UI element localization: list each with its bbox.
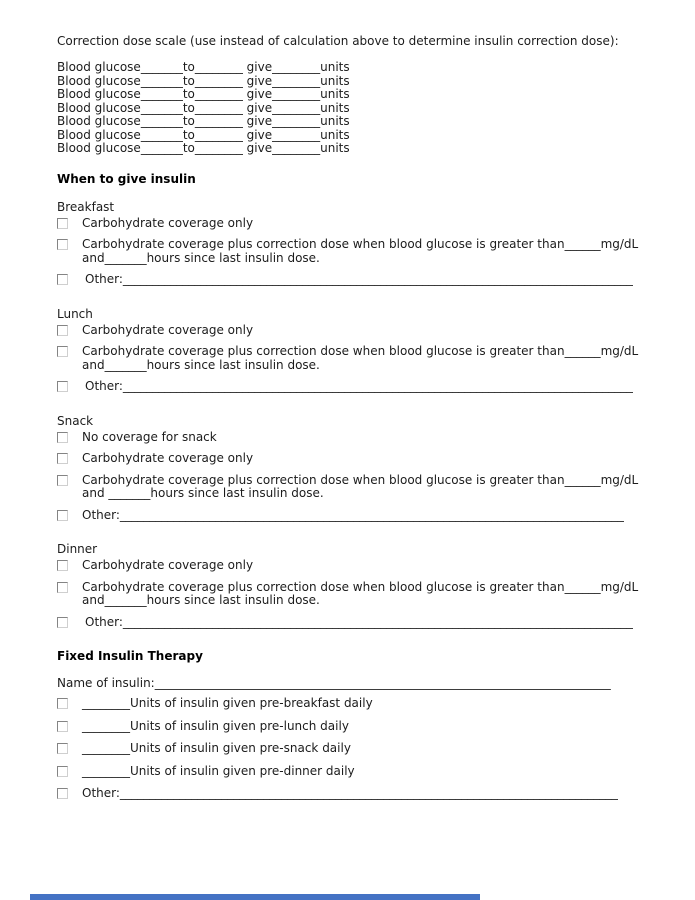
option-label-line2: and_______hours since last insulin dose.: [82, 593, 320, 607]
option-breakfast-carb-plus-correction: [57, 238, 675, 265]
checkbox-units-pre-breakfast[interactable]: [57, 698, 68, 709]
blood-glucose-scale-line: Blood glucose_______to________ give________units: [57, 87, 350, 101]
option-label: Other:____________________________________________________________________________________: [82, 507, 624, 522]
correction-dose-scale-block: [57, 61, 675, 156]
meal-title-snack: Snack: [57, 413, 94, 428]
checkbox-dinner-carb-only[interactable]: [57, 560, 68, 571]
blood-glucose-scale-line: Blood glucose_______to________ give________units: [57, 60, 350, 74]
option-units-pre-snack: [57, 742, 675, 756]
option-breakfast-carb-only: [57, 217, 675, 231]
option-snack-carb-plus-correction: [57, 474, 675, 501]
option-dinner-carb-plus-correction: [57, 581, 675, 608]
option-lunch-carb-plus-correction: [57, 345, 675, 372]
blood-glucose-scale-line: Blood glucose_______to________ give________units: [57, 141, 350, 155]
checkbox-snack-no-coverage[interactable]: [57, 432, 68, 443]
option-units-pre-lunch: [57, 720, 675, 734]
meal-section-breakfast: [57, 200, 675, 287]
checkbox-breakfast-other[interactable]: [57, 274, 68, 285]
meal-section-dinner: [57, 542, 675, 629]
checkbox-lunch-carb-plus-correction[interactable]: [57, 346, 68, 357]
option-label-line2: and_______hours since last insulin dose.: [82, 357, 320, 372]
checkbox-snack-carb-plus-correction[interactable]: [57, 475, 68, 486]
checkbox-fixed-other[interactable]: [57, 788, 68, 799]
option-label: Other:_____________________________________________________________________________________: [85, 614, 633, 629]
option-label: [82, 238, 638, 265]
option-snack-carb-only: [57, 452, 675, 466]
blood-glucose-scale-line: Blood glucose_______to________ give________units: [57, 114, 350, 128]
option-label: [82, 345, 638, 372]
checkbox-units-pre-snack[interactable]: [57, 743, 68, 754]
option-units-pre-dinner: [57, 765, 675, 779]
checkbox-dinner-other[interactable]: [57, 617, 68, 628]
meal-section-snack: [57, 414, 675, 523]
checkbox-units-pre-dinner[interactable]: [57, 766, 68, 777]
option-units-pre-breakfast: [57, 697, 675, 711]
option-label: Other:_____________________________________________________________________________________: [85, 272, 633, 286]
option-label: ________Units of insulin given pre-snack daily: [82, 741, 351, 755]
option-label-line2: and _______hours since last insulin dose.: [82, 486, 324, 500]
option-label-line1: Carbohydrate coverage plus correction dose when blood glucose is greater than______mg/dL: [82, 237, 639, 251]
option-label-line1: Carbohydrate coverage plus correction dose when blood glucose is greater than______mg/dL: [82, 344, 639, 358]
option-label: Carbohydrate coverage only: [82, 322, 254, 337]
option-dinner-other: [57, 616, 675, 630]
checkbox-snack-other[interactable]: [57, 510, 68, 521]
option-label: Carbohydrate coverage only: [82, 451, 254, 465]
checkbox-snack-carb-only[interactable]: [57, 453, 68, 464]
option-label: Carbohydrate coverage only: [82, 215, 254, 230]
blood-glucose-scale-line: Blood glucose_______to________ give________units: [57, 73, 350, 88]
checkbox-units-pre-lunch[interactable]: [57, 721, 68, 732]
fixed-insulin-options: [57, 697, 675, 801]
checkbox-lunch-carb-only[interactable]: [57, 325, 68, 336]
blood-glucose-scale-line: Blood glucose_______to________ give________units: [57, 100, 350, 115]
bottom-blue-bar: [30, 894, 480, 900]
option-label: Carbohydrate coverage only: [82, 558, 254, 572]
checkbox-breakfast-carb-plus-correction[interactable]: [57, 239, 68, 250]
heading-fixed-insulin-therapy: Fixed Insulin Therapy: [57, 649, 203, 663]
correction-dose-scale-intro: Correction dose scale (use instead of calculation above to determine insulin correction dose):: [57, 34, 619, 48]
option-dinner-carb-only: [57, 559, 675, 573]
meal-title-lunch: Lunch: [57, 306, 93, 321]
option-fixed-other: [57, 787, 675, 801]
option-label-line1: Carbohydrate coverage plus correction dose when blood glucose is greater than______mg/dL: [82, 579, 639, 594]
checkbox-breakfast-carb-only[interactable]: [57, 218, 68, 229]
option-lunch-other: [57, 380, 675, 394]
option-lunch-carb-only: [57, 324, 675, 338]
option-label: No coverage for snack: [82, 429, 217, 444]
heading-when-to-give-insulin: When to give insulin: [57, 171, 196, 186]
checkbox-dinner-carb-plus-correction[interactable]: [57, 582, 68, 593]
meal-section-lunch: [57, 307, 675, 394]
option-label: ________Units of insulin given pre-dinner daily: [82, 763, 355, 778]
option-label: [82, 581, 638, 608]
option-snack-other: [57, 509, 675, 523]
option-breakfast-other: [57, 273, 675, 287]
meal-title-dinner: Dinner: [57, 542, 98, 556]
option-label: ________Units of insulin given pre-breakfast daily: [82, 696, 373, 710]
option-snack-no-coverage: [57, 431, 675, 445]
option-label: [82, 474, 638, 501]
option-label-line2: and_______hours since last insulin dose.: [82, 250, 320, 265]
option-label: Other:_____________________________________________________________________________________: [85, 379, 633, 393]
checkbox-lunch-other[interactable]: [57, 381, 68, 392]
name-of-insulin-line: Name of insulin:____________________________________________________________________________: [57, 676, 611, 690]
option-label-line1: Carbohydrate coverage plus correction dose when blood glucose is greater than______mg/dL: [82, 472, 639, 487]
option-label: Other:___________________________________________________________________________________: [82, 786, 618, 800]
option-label: ________Units of insulin given pre-lunch daily: [82, 718, 349, 733]
meal-title-breakfast: Breakfast: [57, 199, 115, 214]
blood-glucose-scale-line: Blood glucose_______to________ give________units: [57, 127, 350, 142]
